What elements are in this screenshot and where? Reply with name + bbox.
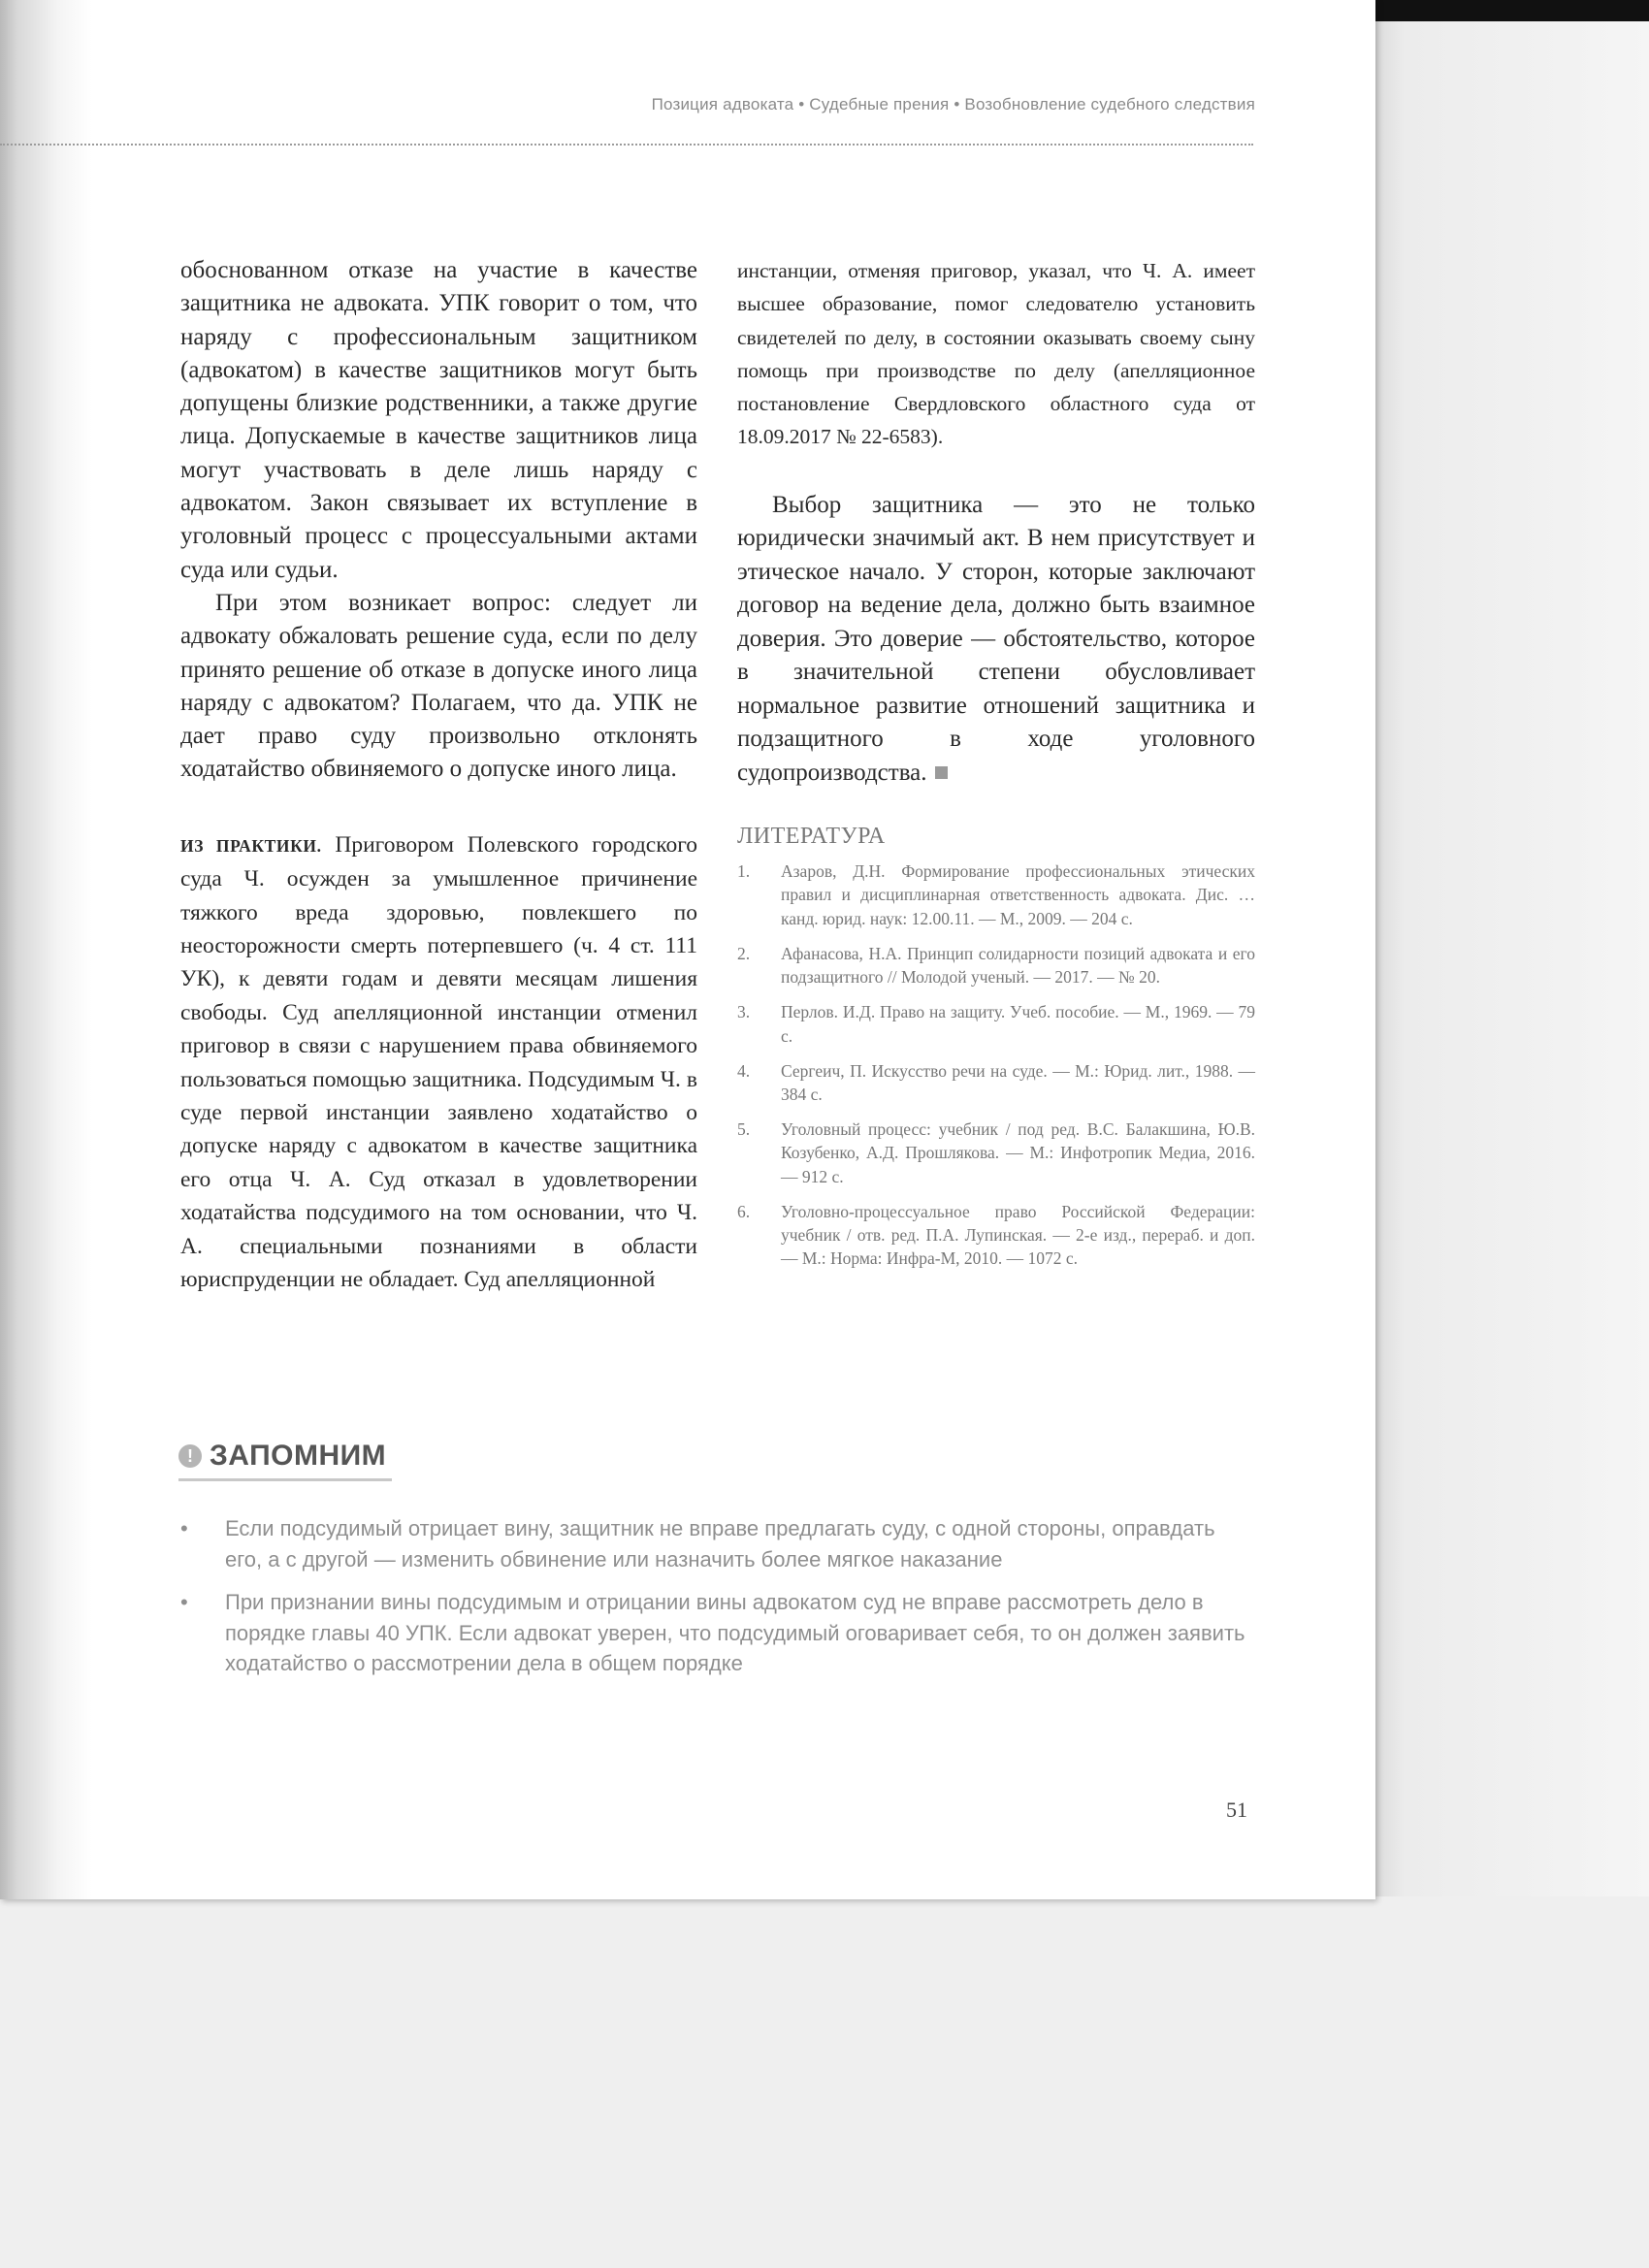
reference-number: 6. [737, 1201, 751, 1221]
reference-text: Азаров, Д.Н. Формирование профессиональных этических правил и дисциплинарная ответственность адвоката. Дис. … канд. юрид. наук: 12.00.11. — М., 2009. — 204 с. [781, 861, 1255, 928]
reference-number: 4. [737, 1060, 751, 1081]
remember-heading [178, 1440, 392, 1473]
bullet-text: При признании вины подсудимым и отрицании вины адвокатом суд не вправе рассмотреть дело в порядке главы 40 УПК. Если адвокат уверен, что подсудимый оговаривает себя, то он должен заявить ходатайство о рассмотрении дела в общем порядке [225, 1590, 1245, 1675]
reference-text: Сергеич, П. Искусство речи на суде. — М.: Юрид. лит., 1988. — 384 с. [781, 1060, 1255, 1104]
reference-number: 2. [737, 943, 751, 963]
remember-bullets [180, 1513, 1257, 1692]
paragraph [737, 489, 1255, 791]
practice-continued: инстанции, отменяя приговор, указал, что Ч. А. имеет высшее образование, помог следователю установить свидетелей по делу, в состоянии оказывать своему сыну помощь при производстве по делу (апелляционное постановление Свердловского областного суда от 18.09.2017 № 22-6583). [737, 259, 1255, 449]
scanner-background [1375, 21, 1649, 1903]
scanner-edge-strip [1375, 0, 1649, 21]
reference-number: 3. [737, 1002, 751, 1022]
reference-item [737, 1000, 1255, 1047]
practice-case [180, 828, 697, 1297]
reference-item [737, 1118, 1255, 1188]
practice-text: Приговором Полевского городского суда Ч. осужден за умышленное причинение тяжкого вреда здоровью, повлекшего по неосторожности смерть потерпевшего (ч. 4 ст. 111 УК), к девяти годам и девяти месяцам лишения свободы. Суд апелляционной инстанции отменил приговор в связи с нарушением права обвиняемого пользоваться помощью защитника. Подсудимым Ч. в суде первой инстанции заявлено ходатайство о допуске наряду с адвокатом в качестве защитника его отца Ч. А. Суд отказал в удовлетворении ходатайства подсудимого на том основании, что Ч. А. специальными познаниями в области юриспруденции не обладает. Суд апелляционной [180, 831, 698, 1293]
reference-text: Уголовно-процессуальное право Российской Федерации: учебник / отв. ред. П.А. Лупинская. — 2-е изд., перераб. и доп. — М.: Норма: Инфра-М, 2010. — 1072 с. [781, 1201, 1255, 1269]
reference-number: 5. [737, 1119, 751, 1140]
bullet-dot-icon: • [180, 1516, 188, 1540]
page-gutter-shadow [0, 0, 92, 1899]
right-column [737, 254, 1255, 1281]
reference-item [737, 942, 1255, 988]
paragraph-text: Выбор защитника — это не только юридически значимый акт. В нем присутствует и этическое начало. У сторон, которые заключают договор на ведение дела, должно быть взаимное доверия. Это доверие — обстоятельство, которое в значительной степени обусловливает нормальное развитие отношений защитника и подзащитного в ходе уголовного судопроизводства. [737, 491, 1255, 786]
paragraph: обоснованном отказе на участие в качестве защитника не адвоката. УПК говорит о том, что наряду с профессиональным защитником (адвокатом) в качестве защитников могут быть допущены близкие родственники, а также другие лица. Допускаемые в качестве защитников лица могут участвовать в деле лишь наряду с адвокатом. Закон связывает их вступление в уголовный процесс с процессуальными актами суда или судьи. [180, 257, 697, 583]
references-list [737, 859, 1255, 1270]
end-of-article-square-icon [935, 766, 948, 779]
bullet-dot-icon: • [180, 1590, 188, 1614]
scanner-bed [0, 1896, 1649, 2268]
paragraph: При этом возникает вопрос: следует ли адвокату обжаловать решение суда, если по делу принято решение об отказе в допуске иного лица наряду с адвокатом? Полагаем, что да. УПК не дает право суду произвольно отклонять ходатайство обвиняемого о допуске иного лица. [180, 589, 697, 783]
header-divider [0, 144, 1253, 146]
running-header: Позиция адвоката • Судебные прения • Возобновление судебного следствия [651, 95, 1255, 113]
reference-text: Перлов. И.Д. Право на защиту. Учеб. пособие. — М., 1969. — 79 с. [781, 1002, 1255, 1046]
reference-text: Афанасова, Н.А. Принцип солидарности позиций адвоката и его подзащитного // Молодой ученый. — 2017. — № 20. [781, 943, 1255, 988]
left-column [180, 254, 697, 1296]
remember-underline [178, 1478, 392, 1481]
bullet-text: Если подсудимый отрицает вину, защитник не вправе предлагать суду, с одной стороны, оправдать его, а с другой — изменить обвинение или назначить более мягкое наказание [225, 1516, 1215, 1571]
reference-item [737, 1059, 1255, 1106]
remember-box [178, 1440, 392, 1481]
reference-item [737, 859, 1255, 930]
reference-text: Уголовный процесс: учебник / под ред. В.С. Балакшина, Ю.В. Козубенко, А.Д. Прошлякова. — М.: Инфотропик Медиа, 2016. — 912 с. [781, 1119, 1255, 1186]
remember-title: ЗАПОМНИМ [210, 1440, 387, 1472]
references-title: ЛИТЕРАТУРА [737, 824, 886, 850]
exclamation-circle-icon: ! [178, 1444, 202, 1468]
page-number: 51 [1226, 1798, 1247, 1822]
reference-number: 1. [737, 861, 751, 882]
remember-bullet [180, 1513, 1257, 1574]
reference-item [737, 1200, 1255, 1271]
remember-bullet [180, 1587, 1257, 1679]
practice-label: ИЗ ПРАКТИКИ. [180, 835, 322, 856]
